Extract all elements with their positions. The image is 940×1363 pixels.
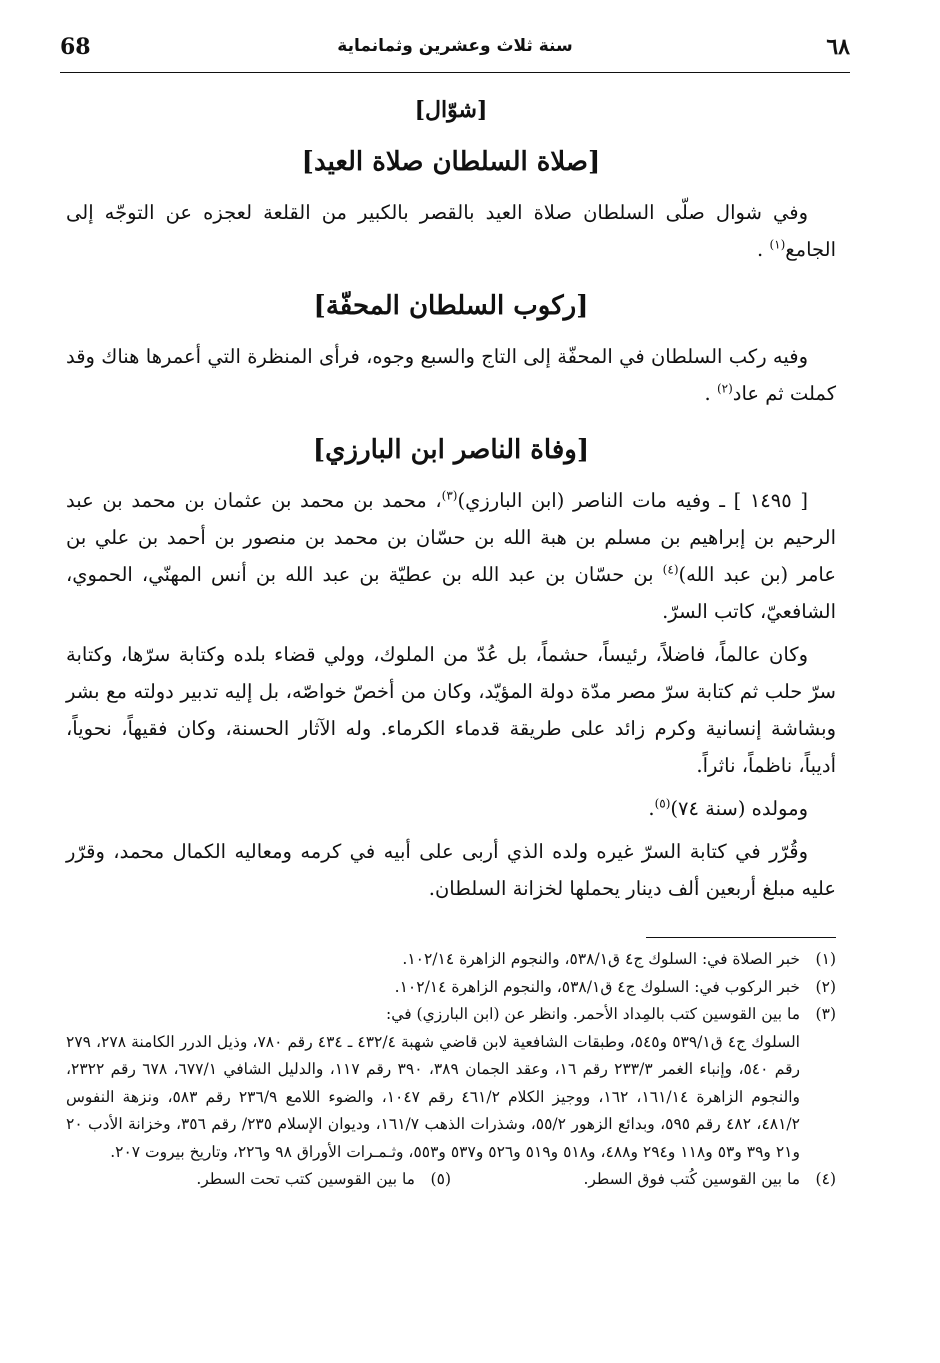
footnote-number: (٥): [430, 1170, 451, 1188]
footnote-ref-5: (٥): [654, 796, 671, 811]
footnote-number: (٣): [815, 1005, 836, 1023]
footnotes: [66, 946, 836, 1194]
main-text: [66, 90, 836, 907]
footnote-3-sources: السلوك ج٤ ق٥٣٩/١ و٥٤٥، وطبقات الشافعية لابن قاضي شهبة ٤٣٢/٤ ـ ٤٣٤ رقم ٧٨٠، وذيل الدرر الكامنة ٢٧٨، ٢٧٩ رقم ٥٤٠، وإنباء الغمر ٢٣٣/٣ رقم ١٦، وعقد الجمان ٣٨٩، ٣٩٠ رقم ١١٧، والدليل الشافي ٦٧٧/١، ٦٧٨ رقم ٢٣٢٢، والنجوم الزاهرة ١٦١/١٤، ١٦٢، ووجيز الكلام ٤٦١/٢ رقم ١٠٤٧، والضوء اللامع ٢٣٦/٩ رقم ٥٨٣، ونزهة النفوس ٤٨١/٢، ٤٨٢ رقم ٥٩٥، وبدائع الزهور ٥٥/٢، وشذرات الذهب ١٦١/٧، وديوان الإسلام ٢٣٥/ رقم ٣٥٦، وخزانة الأدب ٢٠ و٢١ و٣٩ و٥٣ و١١٨ و٢٩٤ و٤٨٨، و٥١٨ و٥١٩ و٥٢٦ و٥٣٧ و٥٥٣، وثـمـرات الأوراق ٩٨ و٢٢٦، وتاريخ بيروت ٢٠٧.: [66, 1032, 801, 1161]
section-heading-eid-prayer: [صلاة السلطان صلاة العيد]: [301, 147, 601, 177]
month-heading: [شوّال]: [414, 97, 488, 123]
footnote-5: [66, 1166, 451, 1194]
paragraph-text: وفي شوال صلّى السلطان صلاة العيد بالقصر بالكبير من القلعة لعجزه عن التوجّه إلى الجامع: [66, 201, 836, 261]
footnote-3: [66, 1001, 836, 1029]
footnote-ref-4: (٤): [662, 562, 679, 577]
lineage-text: ، محمد بن محمد بن عثمان بن محمد بن عبد الرحيم بن إبراهيم بن مسلم بن هبة الله بن حسّان بن محمد بن منصور بن أحمد بن علي بن عامر (بن عبد الله): [66, 489, 836, 586]
footnote-text: خبر الركوب في: السلوك ج٤ ق٥٣٨/١، والنجوم الزاهرة ١٠٢/١٤.: [394, 977, 800, 996]
paragraph-end: .: [704, 382, 711, 405]
paragraph-birth: [66, 790, 836, 827]
footnote-text: ما بين القوسين كُتب فوق السطر.: [583, 1170, 800, 1188]
footnote-pair-4-5: [66, 1166, 836, 1194]
footnote-4: [451, 1166, 836, 1194]
footnote-text: ما بين القوسين كتب تحت السطر.: [196, 1170, 415, 1188]
lineage-text-cont: بن حسّان بن عبد الله بن عطيّة بن عبد الله بن أنس المهنّي، الحموي، الشافعيّ، كاتب السرّ.: [66, 563, 836, 623]
footnote-ref-2: (٢): [716, 381, 733, 396]
paragraph-biography-career: وكان عالماً، فاضلاً، رئيساً، حشماً، بل عُدّ من الملوك، وولي قضاء بلده وكتابة سرّها، وكتابة سرّ حلب ثم كتابة سرّ مصر مدّة دولة المؤيّد، وكان من أخصّ خواصّه، بل إليه تدبير دولته مع بشر وبشاشة إنسانية وكرم زائد على طريقة قدماء الكرماء. وله الآثار الحسنة، وكان فقيهاً، نحوياً، أديباً، ناظماً، ناثراً.: [66, 643, 836, 777]
footnote-number: (٤): [815, 1170, 836, 1188]
entry-intro: [ ١٤٩٥ ] ـ وفيه مات الناصر (ابن البارزي): [457, 489, 808, 512]
footnote-2: [66, 974, 836, 1002]
footnote-number: (١): [815, 950, 836, 968]
section-heading-sultan-ride: [ركوب السلطان المحفّة]: [313, 291, 589, 321]
birth-text: ومولده (سنة ٧٤): [670, 797, 808, 820]
paragraph-end: .: [757, 238, 764, 261]
footnote-rule: [646, 937, 836, 938]
page-number-latin: 68: [60, 34, 91, 60]
section-heading-death-ibn-barizi: [وفاة الناصر ابن البارزي]: [312, 435, 590, 465]
paragraph-text: وفيه ركب السلطان في المحفّة إلى التاج والسبع وجوه، فرأى المنظرة التي أعمرها هناك وقد كملت ثم عاد: [66, 345, 836, 405]
footnote-1: [66, 946, 836, 974]
footnote-ref-3: (٣): [441, 488, 458, 503]
page-number-arabic: ٦٨: [826, 34, 850, 60]
footnote-text: خبر الصلاة في: السلوك ج٤ ق٥٣٨/١، والنجوم الزاهرة ١٠٢/١٤.: [402, 950, 800, 968]
paragraph-eid-prayer: [66, 194, 836, 268]
paragraph-sultan-ride: [66, 338, 836, 412]
footnote-text: ما بين القوسين كتب بالمِداد الأحمر. وانظر عن (ابن البارزي) في:: [386, 1005, 800, 1023]
paragraph-succession: وقُرّر في كتابة السرّ غيره ولده الذي أربى على أبيه في كرمه ومعاليه الكمال محمد، وقرّر عليه مبلغ أربعين ألف دينار يحملها لخزانة السلطان.: [66, 840, 836, 900]
footnote-ref-1: (١): [769, 237, 786, 252]
header-rule: [60, 72, 850, 73]
page-header: [60, 30, 850, 68]
running-title: سنة ثلاث وعشرين وثمانماية: [337, 36, 573, 56]
paragraph-end: .: [648, 797, 655, 820]
footnote-number: (٢): [815, 977, 836, 996]
paragraph-biography-entry: [66, 482, 836, 630]
